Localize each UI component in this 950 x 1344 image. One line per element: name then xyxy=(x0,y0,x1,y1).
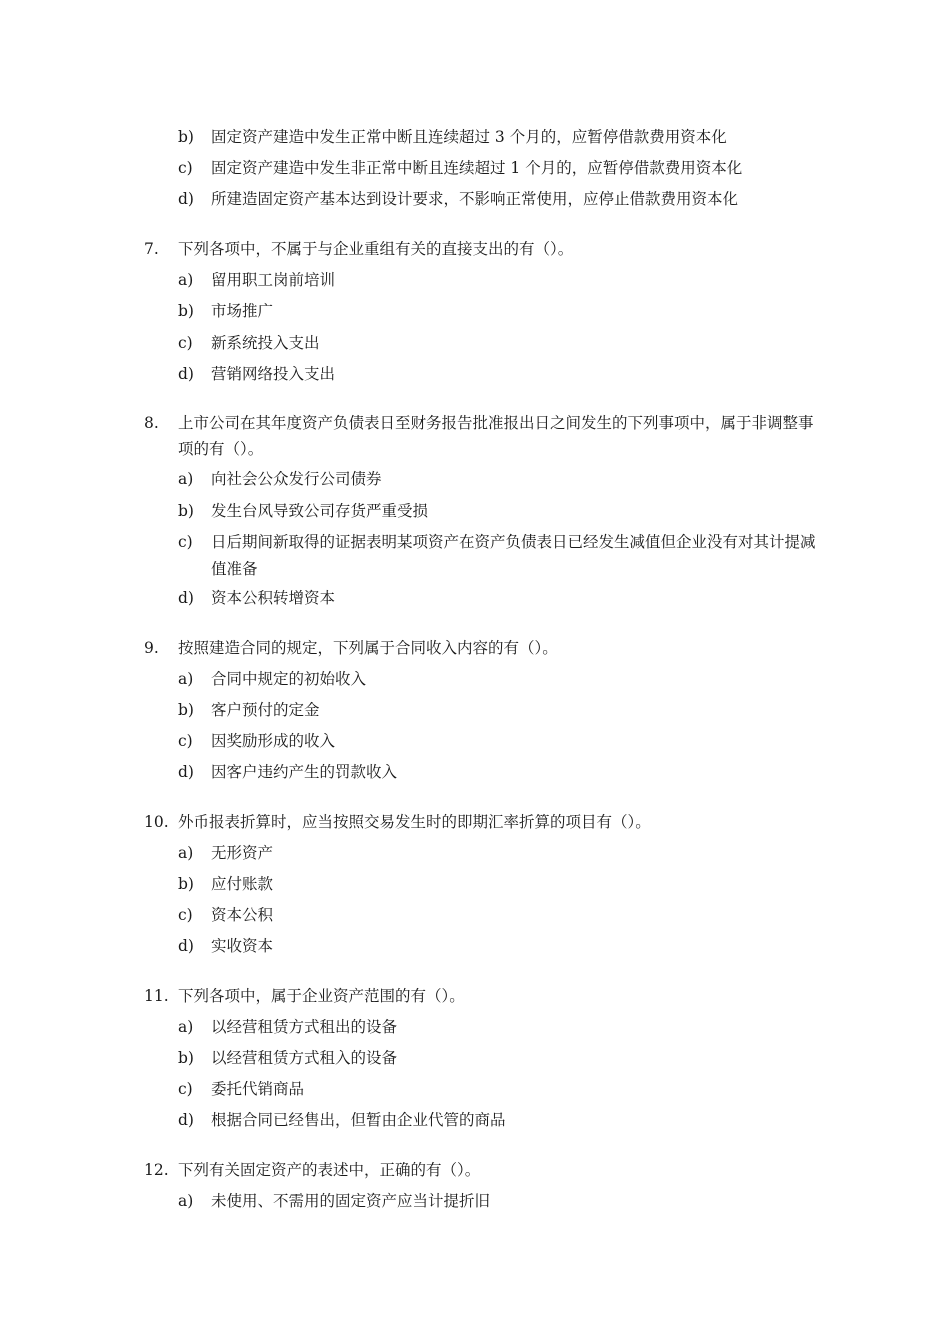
option-label: a) xyxy=(178,1018,194,1036)
question-text: 下列各项中，不属于与企业重组有关的直接支出的有（）。 xyxy=(178,240,574,258)
prev-option-d xyxy=(178,186,818,213)
option-label: a) xyxy=(178,1192,194,1210)
option-text: 应付账款 xyxy=(211,875,274,893)
prev-option-b xyxy=(178,124,818,151)
question-7 xyxy=(144,236,814,262)
q10-option-c xyxy=(178,902,818,929)
option-text: 资本公积转增资本 xyxy=(211,589,336,607)
option-text: 未使用、不需用的固定资产应当计提折旧 xyxy=(211,1192,491,1210)
option-text: 以经营租赁方式租入的设备 xyxy=(211,1049,398,1067)
option-label: d) xyxy=(178,190,194,208)
option-label: d) xyxy=(178,589,194,607)
option-label: b) xyxy=(178,875,194,893)
option-text: 以经营租赁方式租出的设备 xyxy=(211,1018,398,1036)
question-8 xyxy=(144,410,814,462)
option-label: c) xyxy=(178,1080,193,1098)
option-label: d) xyxy=(178,937,194,955)
option-label: c) xyxy=(178,533,193,551)
option-label: c) xyxy=(178,732,193,750)
option-text: 新系统投入支出 xyxy=(211,334,320,352)
option-label: b) xyxy=(178,701,194,719)
option-text: 因客户违约产生的罚款收入 xyxy=(211,763,398,781)
option-text: 客户预付的定金 xyxy=(211,701,320,719)
q10-option-d xyxy=(178,933,818,960)
option-text: 留用职工岗前培训 xyxy=(211,271,336,289)
option-label: a) xyxy=(178,470,194,488)
q7-option-a xyxy=(178,267,818,294)
q11-option-d xyxy=(178,1107,818,1134)
option-label: b) xyxy=(178,128,194,146)
q7-option-b xyxy=(178,298,818,325)
q11-option-a xyxy=(178,1014,818,1041)
q10-option-a xyxy=(178,840,818,867)
question-9 xyxy=(144,635,814,661)
question-number: 8. xyxy=(144,414,159,432)
question-number: 12. xyxy=(144,1161,169,1179)
option-label: c) xyxy=(178,334,193,352)
option-text: 实收资本 xyxy=(211,937,274,955)
option-label: b) xyxy=(178,1049,194,1067)
option-text: 所建造固定资产基本达到设计要求，不影响正常使用，应停止借款费用资本化 xyxy=(211,190,739,208)
prev-option-c xyxy=(178,155,818,182)
q8-option-d xyxy=(178,585,818,612)
question-number: 7. xyxy=(144,240,159,258)
option-text: 固定资产建造中发生正常中断且连续超过 3 个月的，应暂停借款费用资本化 xyxy=(211,128,727,146)
option-text: 资本公积 xyxy=(211,906,274,924)
option-label: d) xyxy=(178,365,194,383)
q8-option-b xyxy=(178,498,818,525)
question-10 xyxy=(144,809,814,835)
question-12 xyxy=(144,1157,814,1183)
option-label: d) xyxy=(178,763,194,781)
q9-option-d xyxy=(178,759,818,786)
q9-option-b xyxy=(178,697,818,724)
q11-option-b xyxy=(178,1045,818,1072)
option-label: a) xyxy=(178,844,194,862)
question-number: 9. xyxy=(144,639,159,657)
option-text: 合同中规定的初始收入 xyxy=(211,670,367,688)
option-text: 营销网络投入支出 xyxy=(211,365,336,383)
question-text: 下列有关固定资产的表述中，正确的有（）。 xyxy=(178,1161,481,1179)
option-text: 市场推广 xyxy=(211,302,274,320)
question-text: 下列各项中，属于企业资产范围的有（）。 xyxy=(178,987,465,1005)
question-11 xyxy=(144,983,814,1009)
question-number: 10. xyxy=(144,813,169,831)
q7-option-c xyxy=(178,330,818,357)
q7-option-d xyxy=(178,361,818,388)
q9-option-c xyxy=(178,728,818,755)
option-text: 因奖励形成的收入 xyxy=(211,732,336,750)
option-label: c) xyxy=(178,906,193,924)
option-label: b) xyxy=(178,302,194,320)
question-text: 上市公司在其年度资产负债表日至财务报告批准报出日之间发生的下列事项中，属于非调整事项的有（）。 xyxy=(178,414,814,458)
option-text: 日后期间新取得的证据表明某项资产在资产负债表日已经发生减值但企业没有对其计提减值准备 xyxy=(211,533,816,578)
q10-option-b xyxy=(178,871,818,898)
q9-option-a xyxy=(178,666,818,693)
option-text: 根据合同已经售出，但暂由企业代管的商品 xyxy=(211,1111,506,1129)
q8-option-a xyxy=(178,466,818,493)
option-label: a) xyxy=(178,271,194,289)
question-text: 按照建造合同的规定，下列属于合同收入内容的有（）。 xyxy=(178,639,558,657)
option-label: d) xyxy=(178,1111,194,1129)
q12-option-a xyxy=(178,1188,818,1215)
option-label: b) xyxy=(178,502,194,520)
option-text: 向社会公众发行公司债券 xyxy=(211,470,382,488)
question-number: 11. xyxy=(144,987,169,1005)
q8-option-c xyxy=(178,529,818,583)
option-text: 固定资产建造中发生非正常中断且连续超过 1 个月的，应暂停借款费用资本化 xyxy=(211,159,743,177)
option-label: a) xyxy=(178,670,194,688)
option-text: 发生台风导致公司存货严重受损 xyxy=(211,502,429,520)
question-text: 外币报表折算时，应当按照交易发生时的即期汇率折算的项目有（）。 xyxy=(178,813,651,831)
option-text: 委托代销商品 xyxy=(211,1080,305,1098)
option-label: c) xyxy=(178,159,193,177)
q11-option-c xyxy=(178,1076,818,1103)
option-text: 无形资产 xyxy=(211,844,274,862)
